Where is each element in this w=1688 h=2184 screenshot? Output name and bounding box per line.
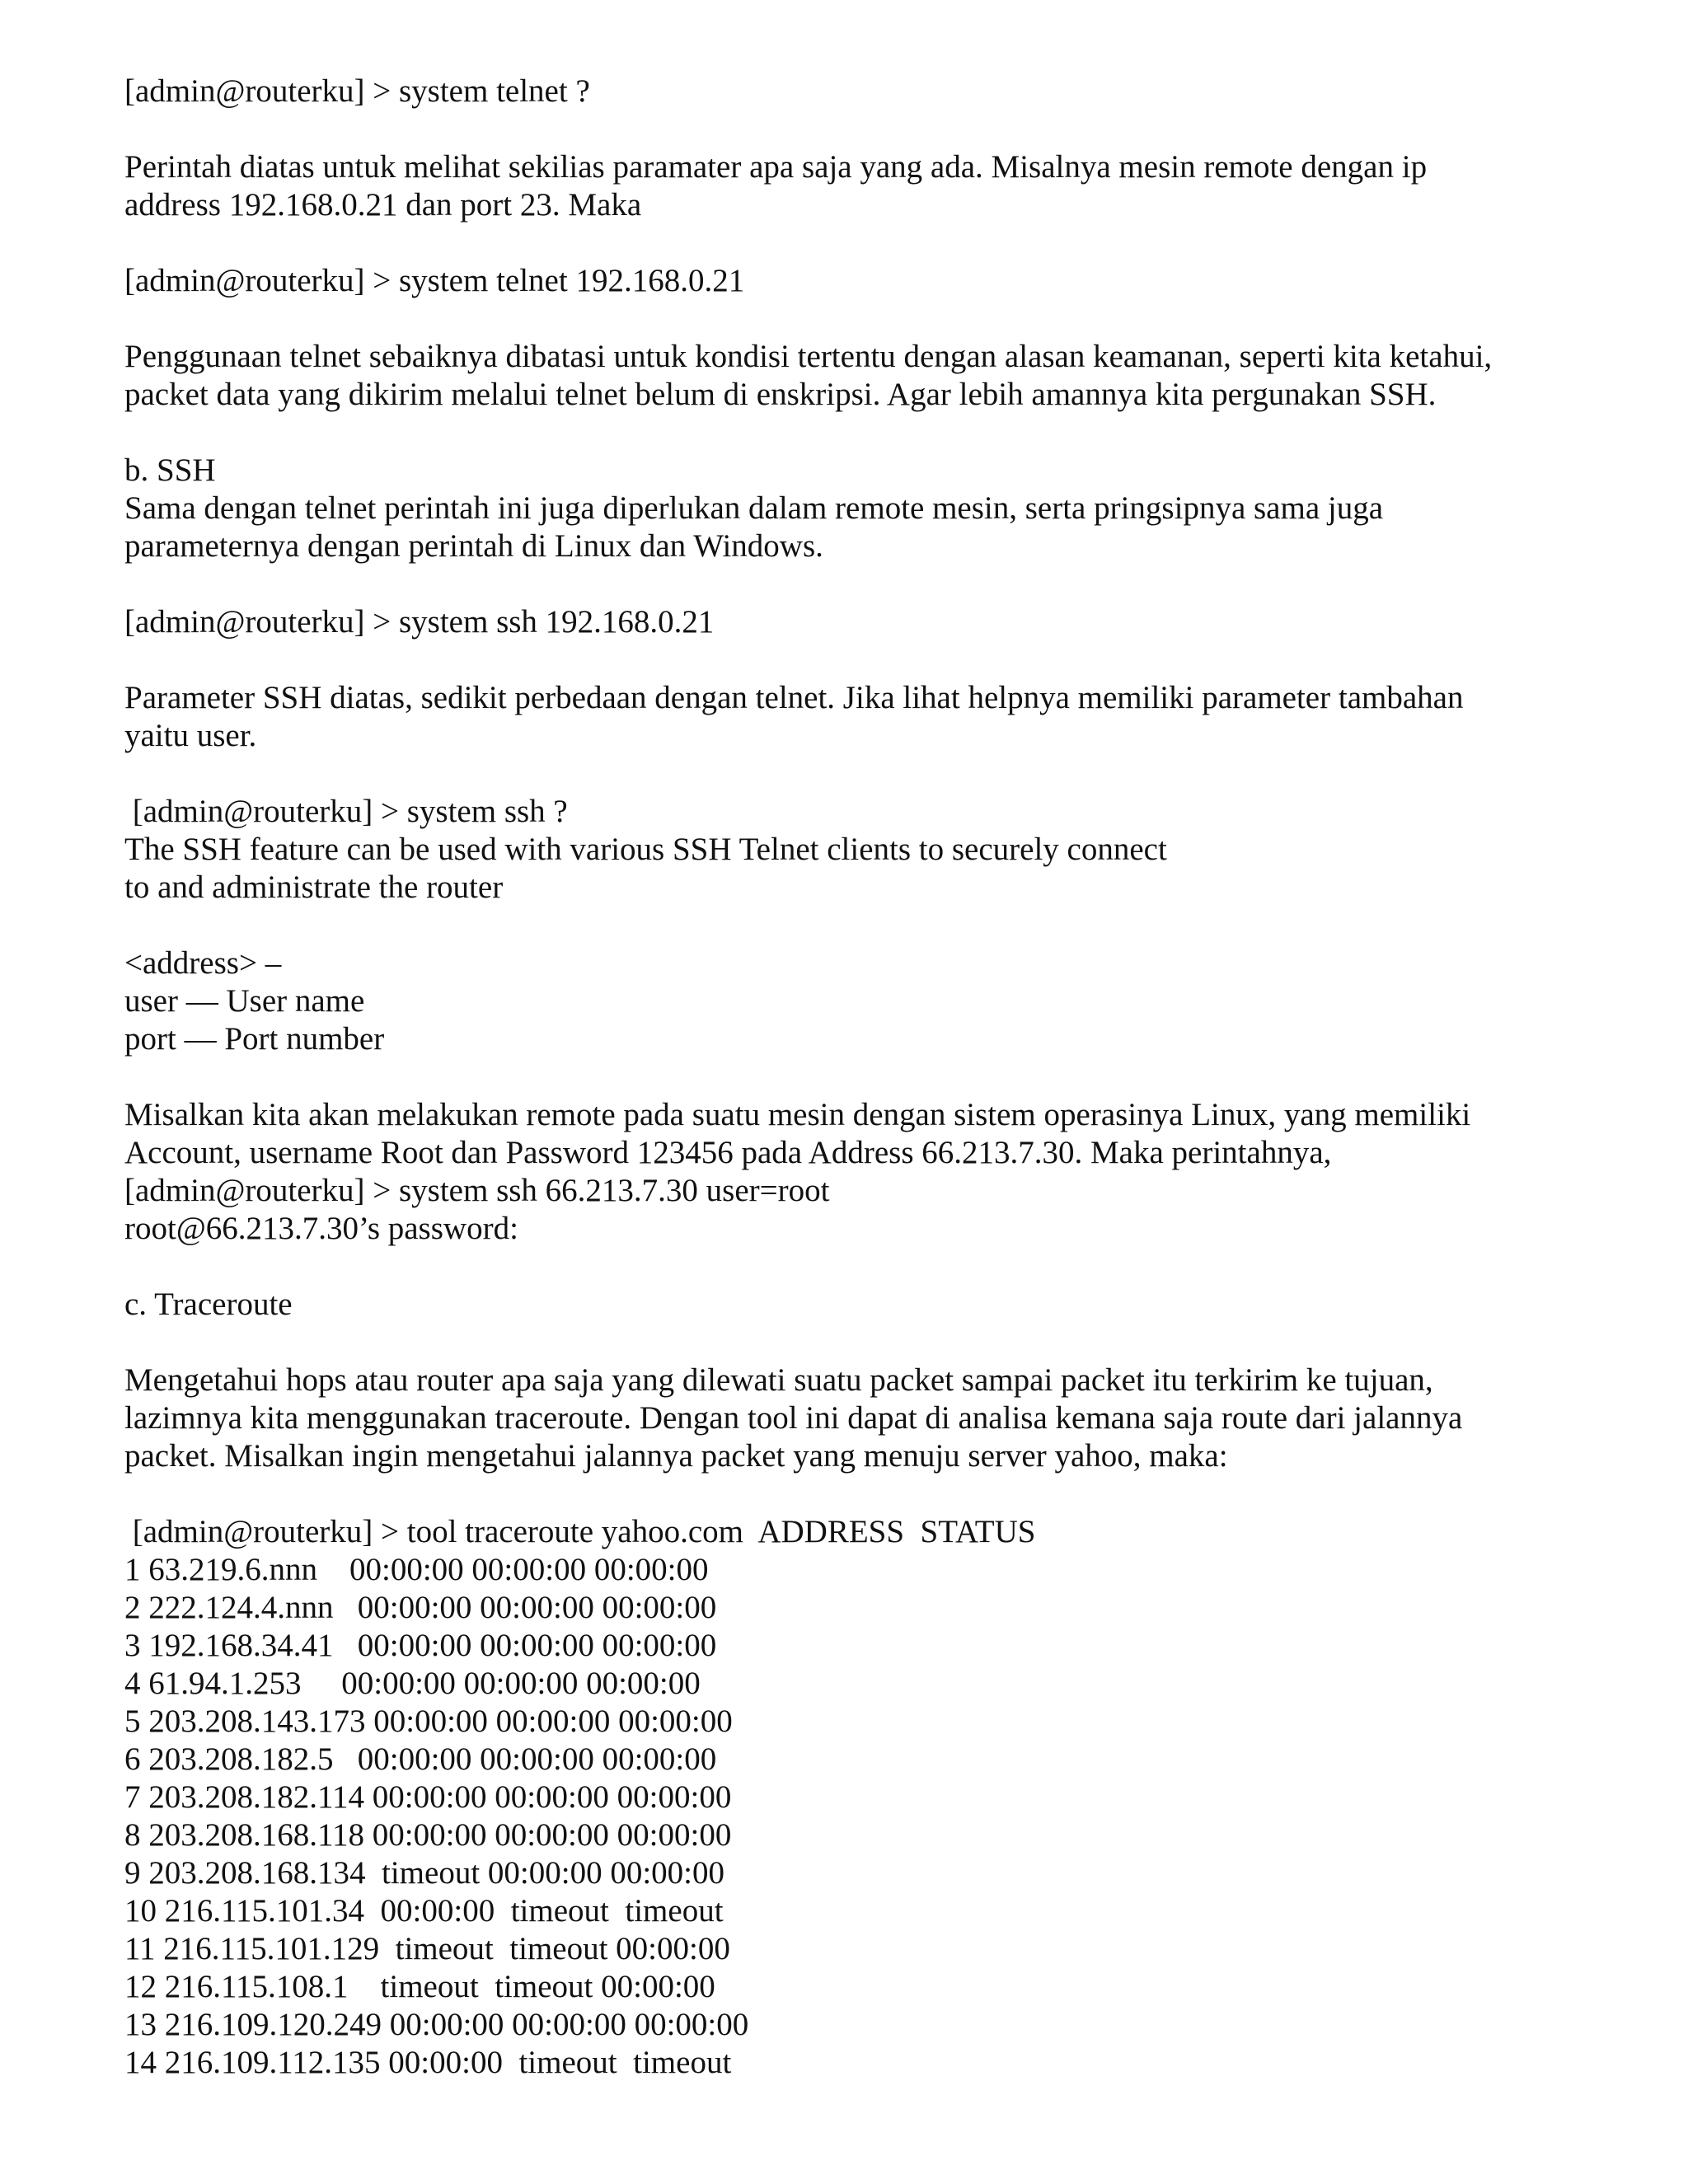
traceroute-line: 3 192.168.34.41 00:00:00 00:00:00 00:00:00 xyxy=(124,1628,717,1663)
para-line: Parameter SSH diatas, sedikit perbedaan dengan telnet. Jika lihat helpnya memiliki parameter tambahan xyxy=(124,680,1464,715)
para-line: Penggunaan telnet sebaiknya dibatasi untuk kondisi tertentu dengan alasan keamanan, seperti kita ketahui, xyxy=(124,339,1493,374)
spacer xyxy=(124,224,1608,262)
para-ssh-param xyxy=(124,679,1608,755)
traceroute-line: [admin@routerku] > tool traceroute yahoo.com ADDRESS STATUS xyxy=(124,1514,1036,1549)
traceroute-line: 12 216.115.108.1 timeout timeout 00:00:00 xyxy=(124,1969,715,2004)
spacer xyxy=(124,641,1608,679)
spacer xyxy=(124,1248,1608,1286)
para-line: yaitu user. xyxy=(124,718,257,753)
para-line: Mengetahui hops atau router apa saja yang dilewati suatu packet sampai packet itu terkirim ke tujuan, xyxy=(124,1362,1433,1398)
spacer xyxy=(124,1324,1608,1361)
traceroute-line: 4 61.94.1.253 00:00:00 00:00:00 00:00:00 xyxy=(124,1666,701,1701)
traceroute-line: 2 222.124.4.nnn 00:00:00 00:00:00 00:00:00 xyxy=(124,1590,717,1625)
param-line: user — User name xyxy=(124,983,365,1019)
para-line: parameternya dengan perintah di Linux dan Windows. xyxy=(124,528,823,564)
spacer xyxy=(124,1058,1608,1096)
spacer xyxy=(124,110,1608,148)
ssh-help-block xyxy=(124,793,1608,907)
traceroute-line: 14 216.109.112.135 00:00:00 timeout timeout xyxy=(124,2045,732,2080)
para-line: Account, username Root dan Password 123456 pada Address 66.213.7.30. Maka perintahnya, xyxy=(124,1135,1332,1170)
para-telnet-security xyxy=(124,338,1608,414)
para-line: packet. Misalkan ingin mengetahui jalannya packet yang menuju server yahoo, maka: xyxy=(124,1438,1228,1474)
spacer xyxy=(124,907,1608,944)
para-traceroute xyxy=(124,1361,1608,1475)
code-line: [admin@routerku] > system ssh 66.213.7.30 user=root xyxy=(124,1173,830,1208)
param-line: <address> – xyxy=(124,945,282,981)
spacer xyxy=(124,565,1608,603)
heading-traceroute: c. Traceroute xyxy=(124,1286,293,1322)
para-line: Misalkan kita akan melakukan remote pada suatu mesin dengan sistem operasinya Linux, yang memiliki xyxy=(124,1097,1471,1132)
para-ssh-example xyxy=(124,1096,1608,1248)
code-line: root@66.213.7.30’s password: xyxy=(124,1211,518,1246)
para-line: packet data yang dikirim melalui telnet belum di enskripsi. Agar lebih amannya kita pergunakan SSH. xyxy=(124,377,1437,412)
param-line: port — Port number xyxy=(124,1021,385,1057)
cmd-telnet-ip: [admin@routerku] > system telnet 192.168.0.21 xyxy=(124,263,745,298)
cmd-ssh-ip: [admin@routerku] > system ssh 192.168.0.21 xyxy=(124,604,715,640)
traceroute-line: 9 203.208.168.134 timeout 00:00:00 00:00:00 xyxy=(124,1855,724,1891)
para-line: address 192.168.0.21 dan port 23. Maka xyxy=(124,187,642,223)
traceroute-output xyxy=(124,1513,1608,2082)
spacer xyxy=(124,300,1608,338)
code-line: The SSH feature can be used with various SSH Telnet clients to securely connect xyxy=(124,832,1167,867)
para-line: lazimnya kita menggunakan traceroute. Dengan tool ini dapat di analisa kemana saja route dari jalannya xyxy=(124,1400,1463,1436)
spacer xyxy=(124,414,1608,452)
cmd-telnet-help: [admin@routerku] > system telnet ? xyxy=(124,73,590,109)
code-line: to and administrate the router xyxy=(124,869,504,905)
spacer xyxy=(124,755,1608,793)
traceroute-line: 10 216.115.101.34 00:00:00 timeout timeout xyxy=(124,1893,724,1929)
traceroute-line: 1 63.219.6.nnn 00:00:00 00:00:00 00:00:00 xyxy=(124,1552,709,1587)
para-line: Sama dengan telnet perintah ini juga diperlukan dalam remote mesin, serta pringsipnya sama juga xyxy=(124,490,1384,526)
traceroute-line: 8 203.208.168.118 00:00:00 00:00:00 00:00:00 xyxy=(124,1817,732,1853)
para-line: Perintah diatas untuk melihat sekilias paramater apa saja yang ada. Misalnya mesin remote dengan ip xyxy=(124,149,1428,185)
heading-ssh: b. SSH xyxy=(124,452,216,488)
traceroute-line: 6 203.208.182.5 00:00:00 00:00:00 00:00:00 xyxy=(124,1741,717,1777)
para-telnet-intro xyxy=(124,148,1608,224)
ssh-params-block xyxy=(124,944,1608,1058)
traceroute-line: 11 216.115.101.129 timeout timeout 00:00:00 xyxy=(124,1931,730,1966)
traceroute-line: 13 216.109.120.249 00:00:00 00:00:00 00:00:00 xyxy=(124,2007,749,2042)
traceroute-line: 5 203.208.143.173 00:00:00 00:00:00 00:00:00 xyxy=(124,1704,733,1739)
traceroute-line: 7 203.208.182.114 00:00:00 00:00:00 00:00:00 xyxy=(124,1779,732,1815)
para-ssh-intro xyxy=(124,490,1608,565)
code-line: [admin@routerku] > system ssh ? xyxy=(124,794,568,829)
document-page xyxy=(124,73,1608,2082)
spacer xyxy=(124,1475,1608,1513)
